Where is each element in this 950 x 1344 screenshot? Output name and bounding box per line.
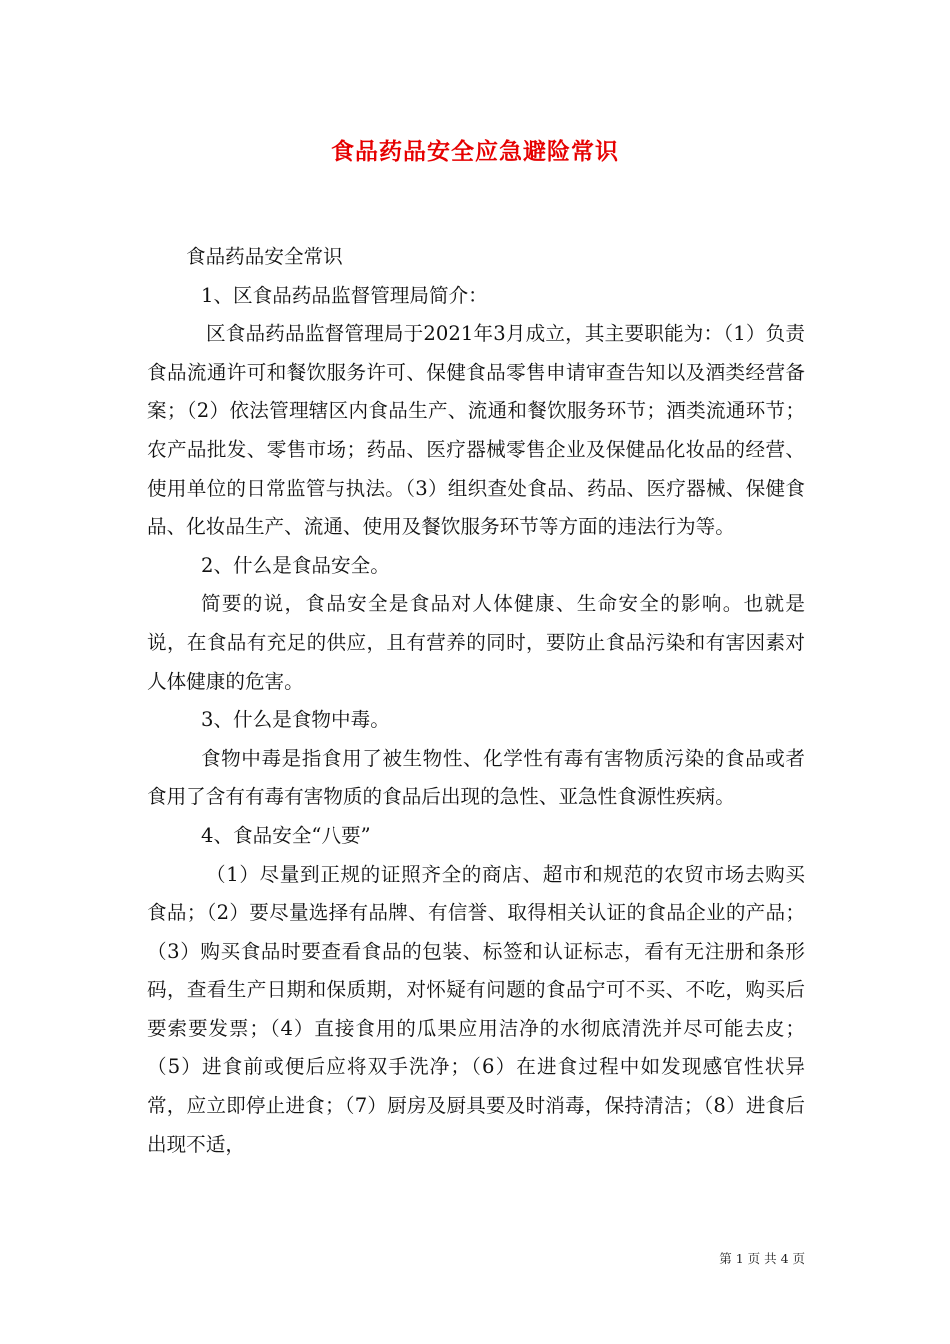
paragraph-section-1-body: 区食品药品监督管理局于2021年3月成立，其主要职能为：（1）负责食品流通许可和餐饮服务许可、保健食品零售申请审查告知以及酒类经营备案；（2）依法管理辖区内食品生产、流通和餐饮服务环节；酒类流通环节；农产品批发、零售市场；药品、医疗器械零售企业及保健品化妆品的经营、使用单位的日常监管与执法。（3）组织查处食品、药品、医疗器械、保健食品、化妆品生产、流通、使用及餐饮服务环节等方面的违法行为等。 (147, 322, 805, 539)
paragraph-section-3-body: 食物中毒是指食用了被生物性、化学性有毒有害物质污染的食品或者食用了含有有毒有害物质的食品后出现的急性、亚急性食源性疾病。 (147, 746, 805, 809)
paragraph-heading: 食品药品安全常识 (186, 245, 343, 268)
paragraph-section-1-heading: 1、区食品药品监督管理局简介： (201, 283, 488, 307)
paragraph-section-2-heading: 2、什么是食品安全。 (201, 553, 390, 577)
paragraph-section-2-body: 简要的说，食品安全是食品对人体健康、生命安全的影响。也就是说，在食品有充足的供应，且有营养的同时，要防止食品污染和有害因素对人体健康的危害。 (147, 592, 805, 693)
page-number: 第 1 页 共 4 页 (719, 1251, 805, 1266)
document-body (147, 238, 805, 1164)
document-title: 食品药品安全应急避险常识 (331, 138, 619, 165)
paragraph-section-4-body: （1）尽量到正规的证照齐全的商店、超市和规范的农贸市场去购买食品；（2）要尽量选择有品牌、有信誉、取得相关认证的食品企业的产品；（3）购买食品时要查看食品的包装、标签和认证标志，看有无注册和条形码，查看生产日期和保质期，对怀疑有问题的食品宁可不买、不吃，购买后要索要发票；（4）直接食用的瓜果应用洁净的水彻底清洗并尽可能去皮；（5）进食前或便后应将双手洗净；（6）在进食过程中如发现感官性状异常，应立即停止进食；（7）厨房及厨具要及时消毒，保持清洁；（8）进食后出现不适， (147, 862, 805, 1156)
paragraph-section-3-heading: 3、什么是食物中毒。 (201, 708, 390, 732)
paragraph-section-4-heading: 4、食品安全“八要” (201, 823, 371, 847)
